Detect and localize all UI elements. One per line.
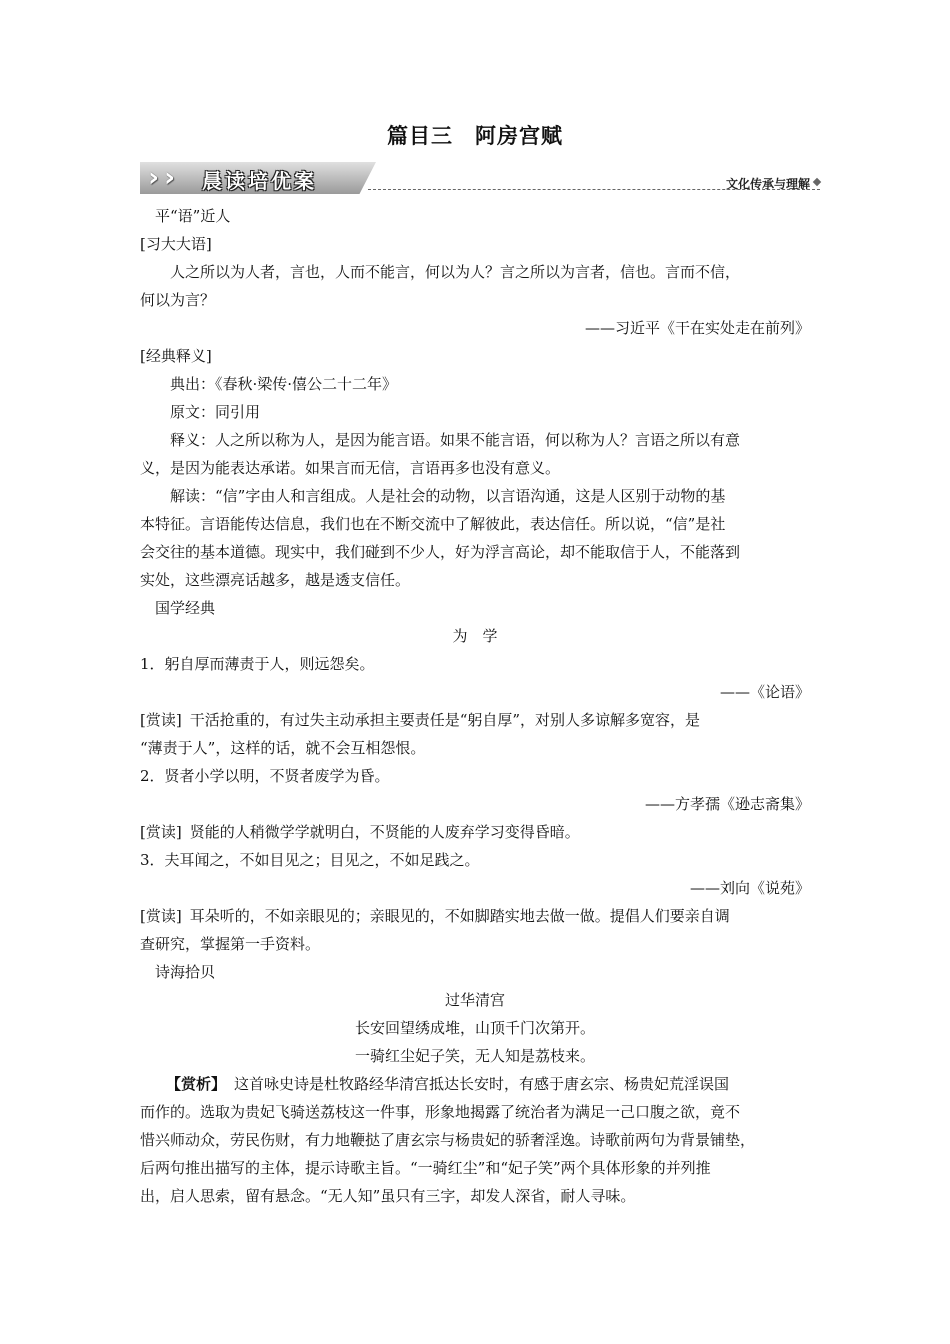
item-source: ——方孝孺《逊志斋集》	[644, 795, 810, 813]
classic-item: 2．贤者小学以明，不贤者废学为昏。	[140, 767, 390, 785]
analysis-text: 后两句推出描写的主体，提示诗歌主旨。“一骑红尘”和“妃子笑”两个具体形象的并列推	[140, 1159, 711, 1177]
analysis-text: 惜兴师动众，劳民伤财，有力地鞭挞了唐玄宗与杨贵妃的骄奢淫逸。诗歌前两句为背景铺垫，	[140, 1131, 756, 1149]
interpretation-text: 解读：“信”字由人和言组成。人是社会的动物，以言语沟通，这是人区别于动物的基	[170, 487, 726, 505]
comment-text: 耳朵听的，不如亲眼见的；亲眼见的，不如脚踏实地去做一做。提倡人们要亲自调	[189, 907, 730, 925]
comment-text: 贤能的人稍微学学就明白，不贤能的人废弃学习变得昏暗。	[189, 823, 580, 841]
original-line: 原文：同引用	[170, 403, 261, 421]
comment-text: “薄责于人”，这样的话，就不会互相怨恨。	[140, 739, 426, 757]
interpretation-text: 会交往的基本道德。现实中，我们碰到不少人，好为浮言高论，却不能取信于人，不能落到	[140, 543, 741, 561]
comment-label: [赏读]	[140, 823, 182, 841]
section-subtitle: 为 学	[452, 627, 498, 645]
source-line: 典出：《春秋·梁传·僖公二十二年》	[170, 375, 398, 393]
interpretation-text: 实处，这些漂亮话越多，越是透支信任。	[140, 571, 411, 589]
analysis-label: 【赏析】	[166, 1075, 227, 1093]
quote-text: 何以为言？	[140, 291, 216, 309]
chevron-right-icon: ›	[148, 162, 160, 193]
section-banner	[140, 162, 820, 196]
comment-label: [赏读]	[140, 711, 182, 729]
quote-text: 人之所以为人者，言也，人而不能言，何以为人？言之所以为言者，信也。言而不信，	[170, 263, 741, 281]
section-heading: 国学经典	[155, 599, 216, 617]
poem-line: 一骑红尘妃子笑，无人知是荔枝来。	[354, 1047, 595, 1065]
article-body	[140, 202, 810, 1210]
explanation-text: 义，是因为能表达承诺。如果言而无信，言语再多也没有意义。	[140, 459, 561, 477]
item-source: ——刘向《说苑》	[689, 879, 810, 897]
classic-item: 3．夫耳闻之，不如目见之；目见之，不如足践之。	[140, 851, 480, 869]
analysis-text: 而作的。选取为贵妃飞骑送荔枝这一件事，形象地揭露了统治者为满足一己口腹之欲，竟不	[140, 1103, 741, 1121]
item-comment	[140, 818, 810, 846]
quote-source: ——习近平《干在实处走在前列》	[584, 319, 810, 337]
chevron-right-icon: ›	[164, 162, 176, 193]
sub-heading: [经典释义]	[140, 347, 212, 365]
comment-label: [赏读]	[140, 907, 182, 925]
section-heading: 平“语”近人	[155, 207, 231, 225]
item-comment	[140, 902, 810, 930]
comment-text: 查研究，掌握第一手资料。	[140, 935, 321, 953]
section-heading: 诗海拾贝	[155, 963, 216, 981]
page-title: 篇目三 阿房宫赋	[387, 123, 563, 148]
comment-text: 干活抢重的，有过失主动承担主要责任是“躬自厚”，对别人多谅解多宽容，是	[189, 711, 701, 729]
analysis-paragraph	[140, 1070, 810, 1098]
banner-label: 晨读培优案	[202, 169, 317, 193]
interpretation-text: 本特征。言语能传达信息，我们也在不断交流中了解彼此，表达信任。所以说，“信”是社	[140, 515, 726, 533]
poem-title: 过华清宫	[444, 991, 505, 1009]
diamond-icon	[813, 178, 821, 186]
sub-heading: [习大大语]	[140, 235, 212, 253]
classic-item: 1．躬自厚而薄责于人，则远怨矣。	[140, 655, 375, 673]
item-comment	[140, 706, 810, 734]
poem-line: 长安回望绣成堆，山顶千门次第开。	[354, 1019, 595, 1037]
banner-category: 文化传承与理解	[725, 177, 810, 191]
explanation-text: 释义：人之所以称为人，是因为能言语。如果不能言语，何以称为人？言语之所以有意	[170, 431, 741, 449]
analysis-text: 这首咏史诗是杜牧路经华清宫抵达长安时，有感于唐玄宗、杨贵妃荒淫误国	[234, 1075, 730, 1093]
analysis-text: 出，启人思索，留有悬念。“无人知”虽只有三字，却发人深省，耐人寻味。	[140, 1187, 636, 1205]
item-source: ——《论语》	[719, 683, 810, 701]
